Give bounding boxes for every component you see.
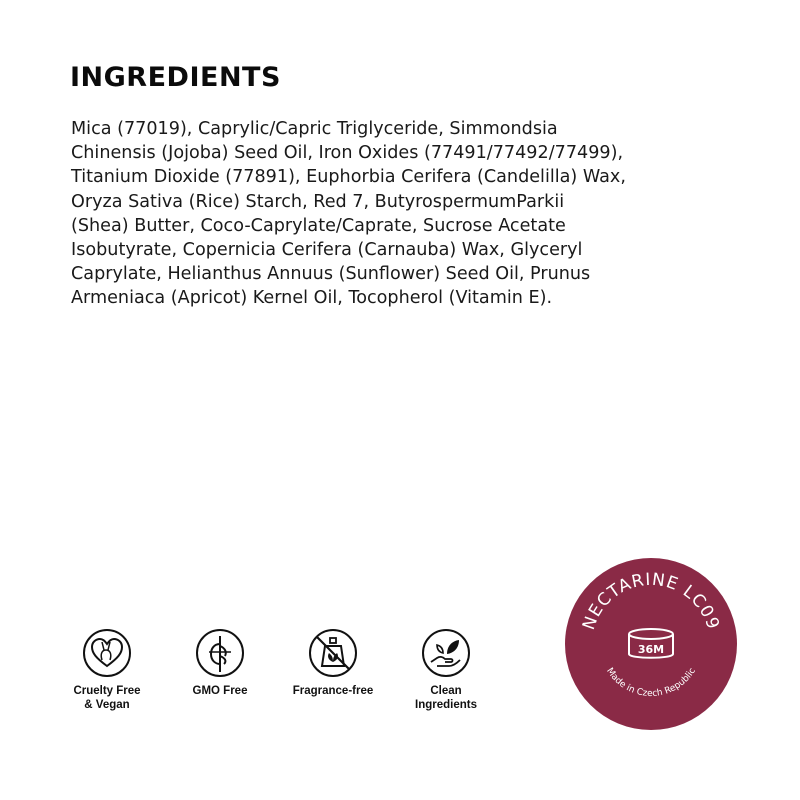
ingredients-line: Chinensis (Jojoba) Seed Oil, Iron Oxides (77491/77492/77499), (71, 143, 624, 164)
badge-label: & Vegan (84, 699, 130, 711)
badge-gmo-free (160, 628, 280, 698)
product-seal (563, 556, 739, 732)
seal-shade-name: NECTARINE LC09 (578, 569, 724, 633)
badge-label: Fragrance-free (292, 685, 374, 697)
badge-cruelty-free (47, 628, 167, 712)
ingredients-line: Armeniaca (Apricot) Kernel Oil, Tocopherol (Vitamin E). (71, 288, 553, 309)
ingredients-line: Titanium Dioxide (77891), Euphorbia Cerifera (Candelilla) Wax, (71, 167, 626, 188)
badge-label: Cruelty Free (73, 685, 141, 697)
hand-leaf-icon (421, 628, 471, 678)
ingredients-list (71, 117, 751, 311)
seal-shelf-life: 36M (637, 643, 665, 656)
ingredients-line: Caprylate, Helianthus Annuus (Sunflower) Seed Oil, Prunus (71, 264, 591, 285)
ingredients-line: Mica (77019), Caprylic/Capric Triglyceride, Simmondsia (71, 119, 558, 139)
ingredients-line: (Shea) Butter, Coco-Caprylate/Caprate, Sucrose Acetate (71, 215, 566, 236)
badge-label: GMO Free (192, 685, 248, 697)
bunny-heart-icon (82, 628, 132, 678)
badge-fragrance-free (273, 628, 393, 698)
seal-origin: Made in Czech Republic (604, 666, 698, 700)
badge-label: Clean (430, 685, 462, 697)
ingredients-line: Isobutyrate, Copernicia Cerifera (Carnauba) Wax, Glyceryl (71, 240, 583, 261)
badge-clean-ingredients (386, 628, 506, 712)
gmo-free-icon (195, 628, 245, 678)
no-fragrance-icon (308, 628, 358, 678)
badge-label: Ingredients (415, 699, 477, 711)
ingredients-heading: INGREDIENTS (70, 62, 281, 93)
ingredients-line: Oryza Sativa (Rice) Starch, Red 7, ButyrospermumParkii (71, 191, 565, 212)
